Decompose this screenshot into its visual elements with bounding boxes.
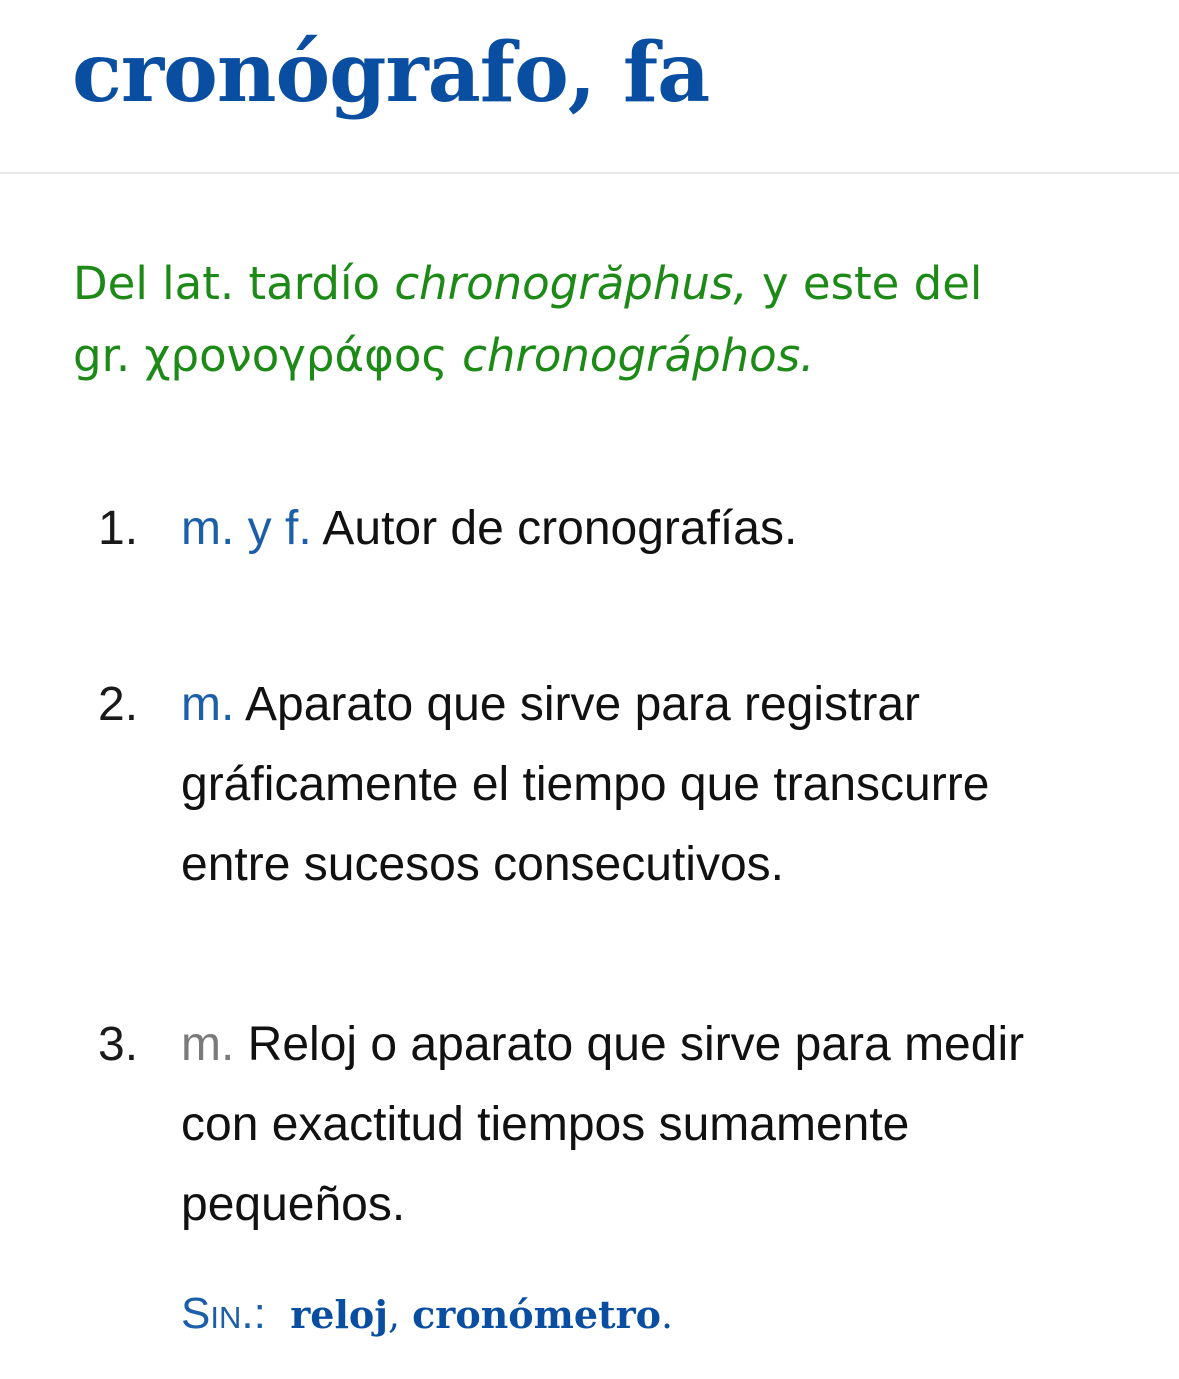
grammar-abbr-link[interactable]: m. [181,678,235,731]
etymology-latin-word: chronogrăphus, [394,257,748,310]
sense-number: 3. [98,1018,139,1071]
sense-definition [181,665,1141,905]
definition-text: con exactitud tiempos sumamente [181,1098,910,1151]
sense-number: 2. [98,678,139,731]
etymology [73,248,1133,392]
synonym-separator: , [387,1293,413,1337]
headword: cronógrafo, fa [72,25,710,121]
definition-text: Autor de cronografías. [322,502,798,555]
etymology-suffix: y este del [747,257,983,310]
sense-number: 1. [98,502,139,555]
header-divider [0,172,1179,174]
etymology-line-2 [73,320,1133,392]
etymology-line-1 [73,248,1133,320]
sense-definition [181,1005,1141,1245]
definition-text: gráficamente el tiempo que transcurre [181,758,990,811]
grammar-abbr-link[interactable]: m. y f. [181,502,312,555]
sense-definition [181,489,1141,569]
synonym-link[interactable]: cronómetro [412,1292,661,1337]
synonyms-label[interactable]: Sin.: [181,1289,266,1338]
synonym-link[interactable]: reloj [290,1292,388,1337]
definition-text: entre sucesos consecutivos. [181,838,784,891]
etymology-greek: gr. χρονογράφος [73,329,463,382]
definition-text: Aparato que sirve para registrar [245,678,921,731]
grammar-abbr-link[interactable]: m. [181,1018,235,1071]
synonyms [181,1282,673,1347]
synonym-end: . [660,1293,674,1337]
etymology-prefix: Del lat. tardío [73,257,395,310]
definition-text: Reloj o aparato que sirve para medir [247,1018,1025,1071]
definition-text: pequeños. [181,1178,406,1231]
etymology-transliteration: chronográphos. [462,329,815,382]
